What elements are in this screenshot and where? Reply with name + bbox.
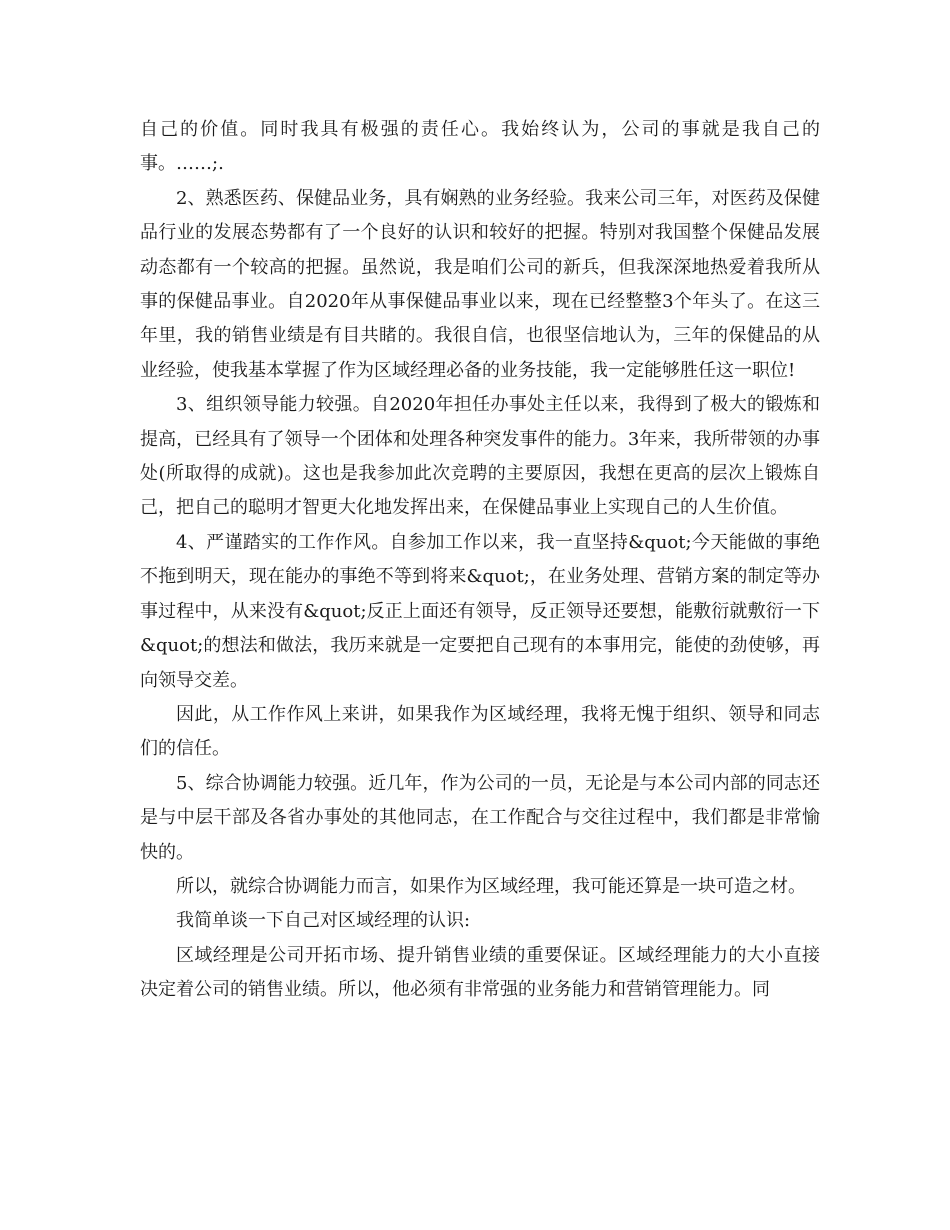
paragraph-business-experience: 2、熟悉医药、保健品业务，具有娴熟的业务经验。我来公司三年，对医药及保健品行业的发展态势都有了一个良好的认识和较好的把握。特别对我国整个保健品发展动态都有一个较高的把握。虽然说，我是咱们公司的新兵，但我深深地热爱着我所从事的保健品事业。自2020年从事保健品事业以来，现在已经整整3个年头了。在这三年里，我的销售业绩是有目共睹的。我很自信，也很坚信地认为，三年的保健品的从业经验，使我基本掌握了作为区域经理必备的业务技能，我一定能够胜任这一职位! (140, 187, 820, 381)
paragraph-self-value: 自己的价值。同时我具有极强的责任心。我始终认为，公司的事就是我自己的事。……;. (140, 119, 820, 175)
paragraph-therefore: 因此，从工作作风上来讲，如果我作为区域经理，我将无愧于组织、领导和同志们的信任。 (140, 703, 820, 760)
paragraph-coordination: 5、综合协调能力较强。近几年，作为公司的一员，无论是与本公司内部的同志还是与中层干部及各省办事处的其他同志，在工作配合与交往过程中，我们都是非常愉快的。 (140, 772, 820, 863)
paragraph-understanding-intro: 我简单谈一下自己对区域经理的认识: (176, 910, 471, 932)
paragraph-so: 所以，就综合协调能力而言，如果作为区域经理，我可能还算是一块可造之材。 (176, 875, 806, 897)
paragraph-work-style: 4、严谨踏实的工作作风。自参加工作以来，我一直坚持&quot;今天能做的事绝不拖到明天，现在能办的事绝不等到将来&quot;，在业务处理、营销方案的制定等办事过程中，从来没有&quot;反正上面还有领导，反正领导还要想，能敷衍就敷衍一下&quot;的想法和做法，我历来就是一定要把自己现有的本事用完，能使的劲使够，再向领导交差。 (140, 531, 820, 691)
paragraph-leadership: 3、组织领导能力较强。自2020年担任办事处主任以来，我得到了极大的锻炼和提高，已经具有了领导一个团体和处理各种突发事件的能力。3年来，我所带领的办事处(所取得的成就)。这也是我参加此次竞聘的主要原因，我想在更高的层次上锻炼自己，把自己的聪明才智更大化地发挥出来，在保健品事业上实现自己的人生价值。 (140, 394, 820, 519)
document-body (140, 113, 820, 1008)
paragraph-regional-manager: 区域经理是公司开拓市场、提升销售业绩的重要保证。区域经理能力的大小直接决定着公司的销售业绩。所以，他必须有非常强的业务能力和营销管理能力。同 (140, 944, 820, 1001)
